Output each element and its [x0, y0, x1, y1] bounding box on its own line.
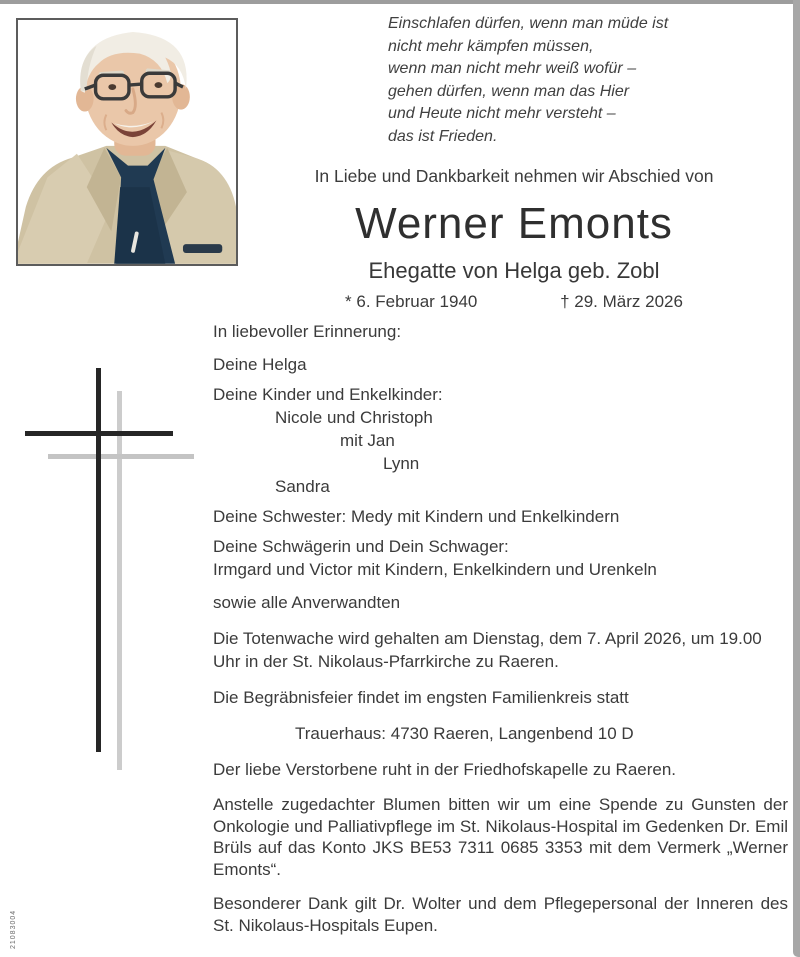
- cross-shadow-horizontal: [48, 454, 194, 459]
- funeral-announcement: Die Begräbnisfeier findet im engsten Familienkreis statt: [213, 688, 629, 707]
- mourner-line: sowie alle Anverwandten: [213, 593, 401, 612]
- poem-line: wenn man nicht mehr weiß wofür –: [388, 60, 637, 77]
- mourner-line: Deine Kinder und Enkelkinder:: [213, 385, 443, 404]
- intro-line: In Liebe und Dankbarkeit nehmen wir Abschied von: [314, 166, 714, 186]
- poem-line: nicht mehr kämpfen müssen,: [388, 37, 594, 55]
- cross-artwork: [0, 0, 210, 800]
- donation-request: Anstelle zugedachter Blumen bitten wir um eine Spende zu Gunsten der Onkologie und Palliativpflege im St. Nikolaus-Hospital im Gedenken Dr. Emil Brüls auf das Konto JKS BE53 7311 0685 3353 mit dem Vermerk „Werner Emonts“.: [213, 795, 788, 879]
- mourner-line: Irmgard und Victor mit Kindern, Enkelkindern und Urenkeln: [213, 560, 657, 579]
- cross-vertical-bar: [96, 368, 101, 752]
- obituary-body: [213, 320, 788, 936]
- poem-line: Einschlafen dürfen, wenn man müde ist: [388, 15, 669, 32]
- death-date: † 29. März 2026: [560, 292, 683, 311]
- mourner-line: Deine Schwägerin und Dein Schwager:: [213, 537, 509, 556]
- obituary-header: [240, 166, 788, 312]
- poem-line: das ist Frieden.: [388, 127, 498, 145]
- relation-line: Ehegatte von Helga geb. Zobl: [368, 258, 660, 283]
- poem-line: gehen dürfen, wenn man das Hier: [388, 82, 630, 100]
- mourner-line: Deine Helga: [213, 355, 307, 374]
- wake-announcement: Die Totenwache wird gehalten am Dienstag, dem 7. April 2026, um 19.00 Uhr in der St. Nikolaus-Pfarrkirche zu Raeren.: [213, 629, 762, 671]
- mourning-house: Trauerhaus: 4730 Raeren, Langenbend 10 D: [295, 724, 634, 743]
- poem: [388, 13, 668, 148]
- cross-shadow-vertical: [117, 391, 122, 770]
- page-right-edge: [793, 0, 800, 957]
- deceased-name: Werner Emonts: [355, 199, 673, 248]
- cross-horizontal-bar: [25, 431, 173, 436]
- print-id: 21083004: [10, 909, 17, 949]
- mourner-line: Sandra: [275, 477, 330, 496]
- birth-date: * 6. Februar 1940: [345, 292, 478, 311]
- dates-row: [240, 292, 788, 312]
- resting-place: Der liebe Verstorbene ruht in der Friedhofskapelle zu Raeren.: [213, 760, 677, 779]
- mourner-line: Lynn: [383, 454, 420, 473]
- mourner-line: Nicole und Christoph: [275, 408, 433, 427]
- thanks-note: Besonderer Dank gilt Dr. Wolter und dem Pflegepersonal der Inneren des St. Nikolaus-Hospitals Eupen.: [213, 894, 788, 935]
- mourner-line: mit Jan: [340, 431, 395, 450]
- poem-line: und Heute nicht mehr versteht –: [388, 105, 616, 122]
- remembrance-heading: In liebevoller Erinnerung:: [213, 322, 402, 341]
- mourner-line: Deine Schwester: Medy mit Kindern und Enkelkindern: [213, 507, 620, 526]
